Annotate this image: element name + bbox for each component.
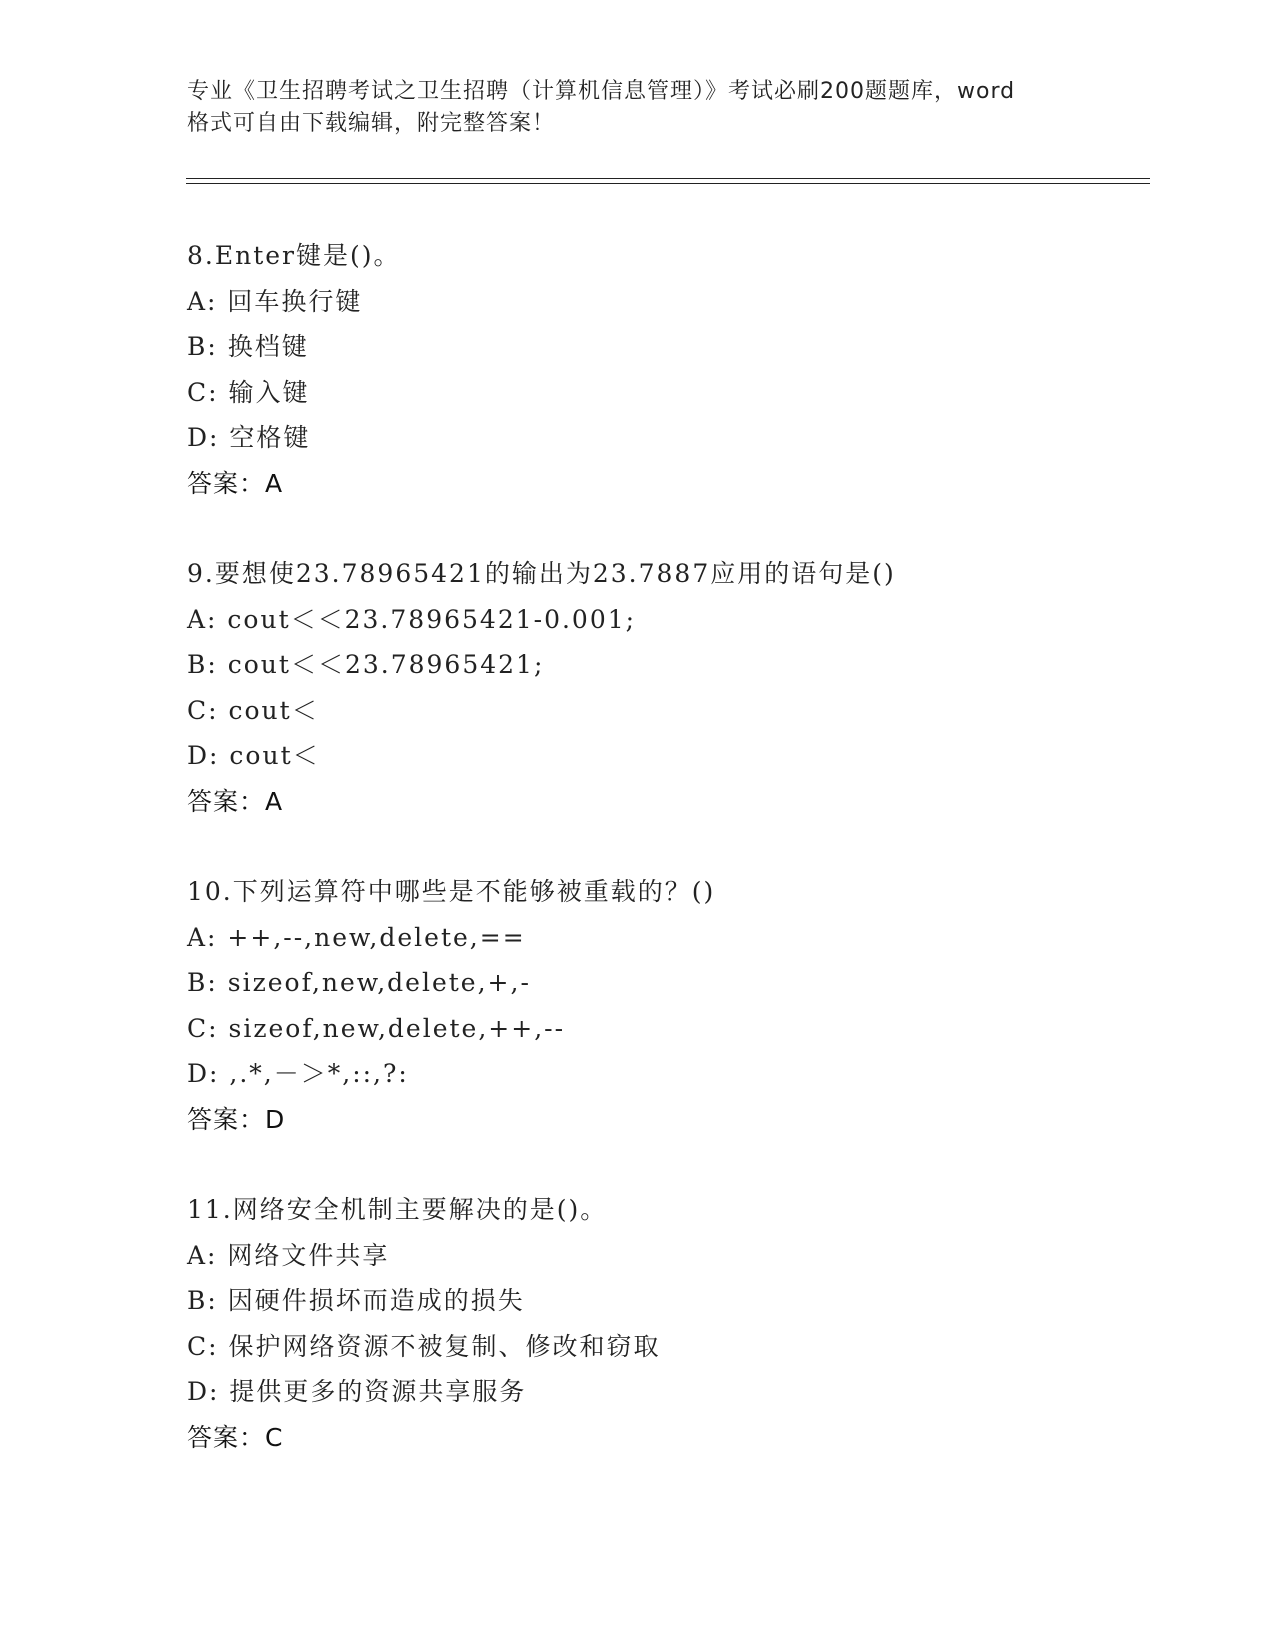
option-d: D: 空格键 [187,423,311,452]
option-a: A: cout＜＜23.78965421-0.001; [187,604,637,634]
option-d: D: ,.*,－＞*,::,?: [187,1059,409,1088]
option-b: B: 换档键 [187,332,309,361]
answer-line: 答案：A [187,786,284,816]
option-a: A: ++,--,new,delete,== [187,922,526,952]
header-divider-top [186,178,1150,179]
question-stem: 10.下列运算符中哪些是不能够被重载的？() [187,877,716,906]
question-stem: 8.Enter键是()。 [187,241,401,270]
option-c: C: 输入键 [187,377,310,407]
option-b: B: cout＜＜23.78965421; [187,650,545,679]
option-d: D: 提供更多的资源共享服务 [187,1377,527,1406]
header-title-line-2: 格式可自由下载编辑，附完整答案！ [187,111,556,136]
answer-line: 答案：C [187,1422,284,1452]
question-10 [187,869,1137,1142]
document-header [187,76,1087,140]
option-c: C: sizeof,new,delete,++,-- [187,1013,566,1043]
question-11 [187,1187,1137,1460]
option-d: D: cout＜ [187,741,320,770]
question-stem: 9.要想使23.78965421的输出为23.7887应用的语句是() [187,559,896,588]
option-c: C: cout＜ [187,695,319,725]
question-9 [187,551,1137,824]
question-8 [187,233,1137,506]
header-divider-bottom [186,183,1150,184]
option-c: C: 保护网络资源不被复制、修改和窃取 [187,1331,661,1361]
option-b: B: sizeof,new,delete,+,- [187,968,531,997]
answer-line: 答案：A [187,468,284,498]
header-title-line-1: 专业《卫生招聘考试之卫生招聘（计算机信息管理）》考试必刷200题题库，word [187,79,1016,104]
option-a: A: 网络文件共享 [187,1240,390,1270]
answer-line: 答案：D [187,1104,286,1134]
option-a: A: 回车换行键 [187,286,363,316]
question-stem: 11.网络安全机制主要解决的是()。 [187,1195,608,1224]
option-b: B: 因硬件损坏而造成的损失 [187,1286,525,1315]
